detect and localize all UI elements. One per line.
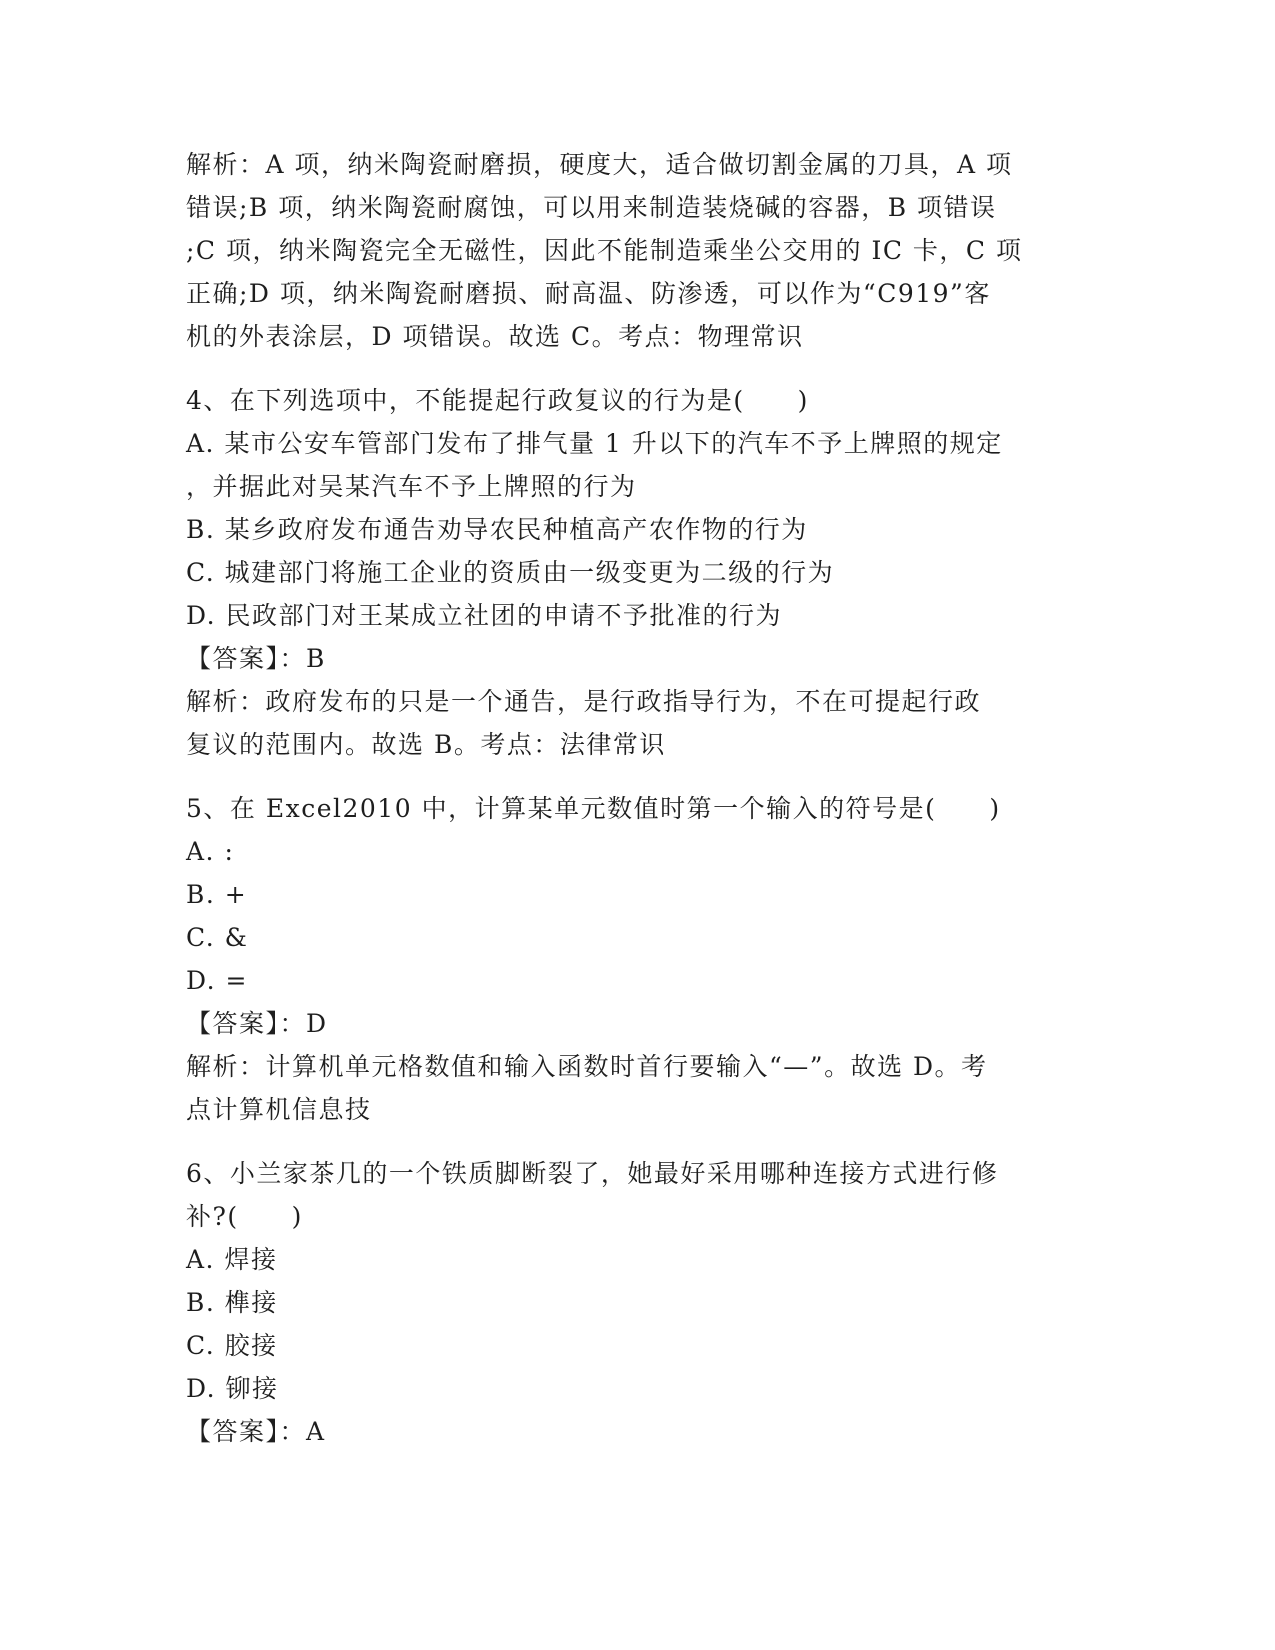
option-c: C. 城建部门将施工企业的资质由一级变更为二级的行为 xyxy=(186,558,835,587)
answer: 【答案】：A xyxy=(186,1417,326,1446)
option-b: B. + xyxy=(186,880,248,909)
option-a: A. : xyxy=(186,837,235,866)
spacer xyxy=(186,766,1076,787)
answer: 【答案】：D xyxy=(186,1009,328,1038)
question-text: 4、在下列选项中，不能提起行政复议的行为是( ) xyxy=(186,386,809,415)
question-5 xyxy=(186,787,1076,1131)
spacer xyxy=(186,358,1076,379)
question-text: 5、在 Excel2010 中，计算某单元数值时第一个输入的符号是( ) xyxy=(186,794,1001,823)
option-d: D. 民政部门对王某成立社团的申请不予批准的行为 xyxy=(186,601,783,630)
answer: 【答案】：B xyxy=(186,644,326,673)
option-c: C. 胶接 xyxy=(186,1331,278,1360)
option-d: D. 铆接 xyxy=(186,1374,279,1403)
question-6 xyxy=(186,1152,1076,1453)
analysis-line: 点计算机信息技 xyxy=(186,1095,372,1124)
option-a: A. 焊接 xyxy=(186,1245,278,1274)
option-a-continued: ，并据此对吴某汽车不予上牌照的行为 xyxy=(186,472,637,501)
analysis-line: 复议的范围内。故选 B。考点：法律常识 xyxy=(186,730,666,759)
analysis-line: ;C 项，纳米陶瓷完全无磁性，因此不能制造乘坐公交用的 IC 卡，C 项 xyxy=(186,236,1023,265)
q3-analysis xyxy=(186,143,1076,358)
option-b: B. 榫接 xyxy=(186,1288,278,1317)
analysis-line: 错误;B 项，纳米陶瓷耐腐蚀，可以用来制造装烧碱的容器，B 项错误 xyxy=(186,193,997,222)
option-b: B. 某乡政府发布通告劝导农民种植高产农作物的行为 xyxy=(186,515,808,544)
option-d: D. = xyxy=(186,966,248,995)
analysis-line: 解析：计算机单元格数值和输入函数时首行要输入“—”。故选 D。考 xyxy=(186,1052,988,1081)
option-c: C. & xyxy=(186,923,249,952)
analysis-line: 正确;D 项，纳米陶瓷耐磨损、耐高温、防渗透，可以作为“C919”客 xyxy=(186,279,991,308)
question-4 xyxy=(186,379,1076,766)
analysis-line: 机的外表涂层，D 项错误。故选 C。考点：物理常识 xyxy=(186,322,804,351)
question-text-continued: 补?( ) xyxy=(186,1202,303,1231)
analysis-line: 解析：A 项，纳米陶瓷耐磨损，硬度大，适合做切割金属的刀具，A 项 xyxy=(186,150,1013,179)
spacer xyxy=(186,1131,1076,1152)
option-a: A. 某市公安车管部门发布了排气量 1 升以下的汽车不予上牌照的规定 xyxy=(186,429,1003,458)
question-text: 6、小兰家茶几的一个铁质脚断裂了，她最好采用哪种连接方式进行修 xyxy=(186,1159,999,1188)
analysis-line: 解析：政府发布的只是一个通告，是行政指导行为，不在可提起行政 xyxy=(186,687,982,716)
document-body xyxy=(186,143,1076,1453)
